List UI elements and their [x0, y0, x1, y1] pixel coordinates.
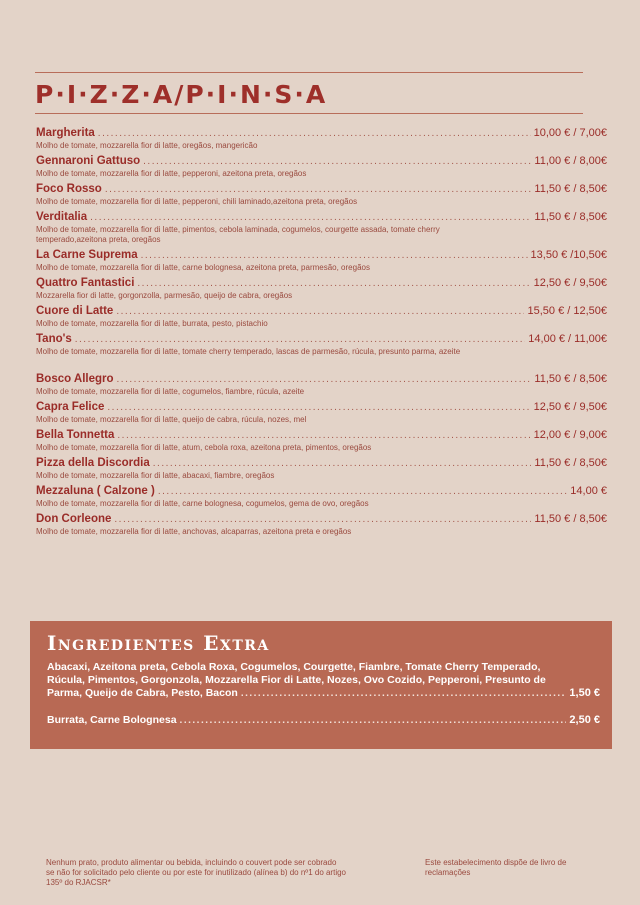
menu-item-row — [36, 249, 607, 263]
item-price: 12,50 € / 9,50€ — [533, 277, 607, 289]
item-description: Molho de tomate, mozzarella fior di latte, pepperoni, azeitona preta, oregãos — [36, 169, 307, 178]
menu-item-row — [36, 373, 607, 387]
extras-panel — [30, 621, 612, 749]
menu-list — [36, 127, 607, 541]
item-name: Margherita — [36, 127, 95, 139]
menu-item — [36, 249, 607, 273]
group-spacer — [36, 361, 607, 373]
item-name: Gennaroni Gattuso — [36, 155, 141, 167]
item-price: 12,50 € / 9,50€ — [533, 401, 607, 413]
dot-leader — [114, 514, 531, 525]
dot-leader — [141, 250, 528, 261]
extras-title: Ingredientes Extra — [47, 631, 270, 655]
extras-row — [47, 714, 600, 727]
menu-item — [36, 333, 607, 357]
menu-item-row — [36, 155, 607, 169]
item-price: 15,50 € / 12,50€ — [527, 305, 607, 317]
item-description: Mozzarella fior di latte, gorgonzolla, parmesão, queijo de cabra, oregãos — [36, 291, 293, 300]
menu-item-row — [36, 127, 607, 141]
item-price: 14,00 € / 11,00€ — [528, 333, 607, 345]
item-name: Quattro Fantastici — [36, 277, 135, 289]
menu-item — [36, 305, 607, 329]
dot-leader — [143, 156, 531, 167]
pizza-group-2 — [36, 373, 607, 537]
item-description: Molho de tomate, mozzarella fior di latte, tomate cherry temperado, lascas de parmesão, rúcula, presunto parma, azeite — [36, 347, 461, 356]
dot-leader — [116, 306, 524, 317]
dot-leader — [241, 687, 567, 700]
menu-item-row — [36, 485, 607, 499]
item-description: Molho de tomate, mozzarella fior di latte, pepperoni, chili laminado,azeitona preta, oregãos — [36, 197, 358, 206]
item-price: 11,50 € / 8,50€ — [534, 373, 607, 385]
dot-leader — [98, 128, 531, 139]
legal-notice: Nenhum prato, produto alimentar ou bebida, incluindo o couvert pode ser cobrado se não for solicitado pelo cliente ou por este for inutilizado (alínea b) do nº1 do artigo 135º do RJACSR* — [46, 858, 346, 887]
item-name: Cuore di Latte — [36, 305, 114, 317]
item-price: 11,50 € / 8,50€ — [534, 513, 607, 525]
item-name: Pizza della Discordia — [36, 457, 150, 469]
menu-item — [36, 485, 607, 509]
complaints-notice: Este estabelecimento dispõe de livro de reclamações — [425, 858, 567, 877]
top-rule — [35, 72, 583, 73]
menu-item — [36, 211, 607, 245]
menu-item — [36, 183, 607, 207]
item-description: Molho de tomate, mozzarella fior di latte, pimentos, cebola laminada, cogumelos, courgette assada, tomate cherry temperado,azeitona preta, oregãos — [36, 225, 440, 244]
item-description: Molho de tomate, mozzarella fior di latte, carne bolognesa, cogumelos, gema de ovo, oregãos — [36, 499, 369, 508]
menu-item — [36, 373, 607, 397]
menu-item-row — [36, 457, 607, 471]
extras-price: 2,50 € — [569, 714, 600, 726]
dot-leader — [117, 430, 530, 441]
item-price: 10,00 € / 7,00€ — [533, 127, 607, 139]
item-price: 11,50 € / 8,50€ — [534, 211, 607, 223]
menu-item-row — [36, 305, 607, 319]
extras-row — [47, 687, 600, 700]
pizza-group-1 — [36, 127, 607, 357]
extras-line: Rúcula, Pimentos, Gorgonzola, Mozzarella Fior di Latte, Nozes, Ovo Cozido, Pepperoni, Presunto de — [47, 674, 546, 686]
menu-item — [36, 401, 607, 425]
bottom-rule — [35, 113, 583, 114]
item-name: Bella Tonnetta — [36, 429, 115, 441]
item-name: La Carne Suprema — [36, 249, 138, 261]
item-description: Molho de tomate, mozzarella fior di latte, burrata, pesto, pistachio — [36, 319, 268, 328]
item-price: 11,50 € / 8,50€ — [534, 457, 607, 469]
item-description: Molho de tomate, mozzarella fior di latte, abacaxi, fiambre, oregãos — [36, 471, 275, 480]
item-description: Molho de tomate, mozzarella fior di latte, anchovas, alcaparras, azeitona preta e oregãos — [36, 527, 352, 536]
menu-item-row — [36, 277, 607, 291]
item-description: Molho de tomate, mozzarella fior di latte, cogumelos, fiambre, rúcula, azeite — [36, 387, 305, 396]
dot-leader — [137, 278, 530, 289]
menu-item-row — [36, 513, 607, 527]
menu-item — [36, 513, 607, 537]
item-description: Molho de tomate, mozzarella fior di latte, queijo de cabra, rúcula, nozes, mel — [36, 415, 307, 424]
extras-list — [47, 661, 600, 727]
dot-leader — [158, 486, 567, 497]
section-title: P·I·Z·Z·A/P·I·N·S·A — [35, 80, 328, 109]
item-name: Don Corleone — [36, 513, 112, 525]
menu-item-row — [36, 211, 607, 225]
dot-leader — [153, 458, 532, 469]
item-name: Capra Felice — [36, 401, 105, 413]
item-description: Molho de tomate, mozzarella fior di latte, oregãos, mangericão — [36, 141, 258, 150]
menu-item-row — [36, 183, 607, 197]
item-price: 11,50 € / 8,50€ — [534, 183, 607, 195]
menu-item — [36, 429, 607, 453]
menu-item-row — [36, 429, 607, 443]
item-price: 11,00 € / 8,00€ — [534, 155, 607, 167]
extras-line: Burrata, Carne Bolognesa — [47, 714, 177, 726]
menu-item — [36, 457, 607, 481]
item-name: Verditalia — [36, 211, 88, 223]
dot-leader — [117, 374, 532, 385]
item-price: 12,00 € / 9,00€ — [533, 429, 607, 441]
item-description: Molho de tomate, mozzarella fior di latte, carne bolognesa, azeitona preta, parmesão, oregãos — [36, 263, 370, 272]
dot-leader — [105, 184, 532, 195]
item-description: Molho de tomate, mozzarella fior di latte, atum, cebola roxa, azeitona preta, pimentos, oregãos — [36, 443, 372, 452]
item-price: 14,00 € — [570, 485, 607, 497]
dot-leader — [90, 212, 531, 223]
extras-line: Parma, Queijo de Cabra, Pesto, Bacon — [47, 687, 238, 699]
item-price: 13,50 € /10,50€ — [530, 249, 607, 261]
dot-leader — [75, 334, 526, 345]
item-name: Tano's — [36, 333, 72, 345]
item-name: Bosco Allegro — [36, 373, 114, 385]
item-name: Foco Rosso — [36, 183, 102, 195]
dot-leader — [180, 714, 567, 727]
menu-item-row — [36, 401, 607, 415]
menu-item — [36, 127, 607, 151]
menu-item — [36, 155, 607, 179]
item-name: Mezzaluna ( Calzone ) — [36, 485, 155, 497]
dot-leader — [107, 402, 530, 413]
extras-price: 1,50 € — [569, 687, 600, 699]
extras-line: Abacaxi, Azeitona preta, Cebola Roxa, Cogumelos, Courgette, Fiambre, Tomate Cherry Temperado, — [47, 661, 541, 673]
menu-item — [36, 277, 607, 301]
menu-item-row — [36, 333, 607, 347]
